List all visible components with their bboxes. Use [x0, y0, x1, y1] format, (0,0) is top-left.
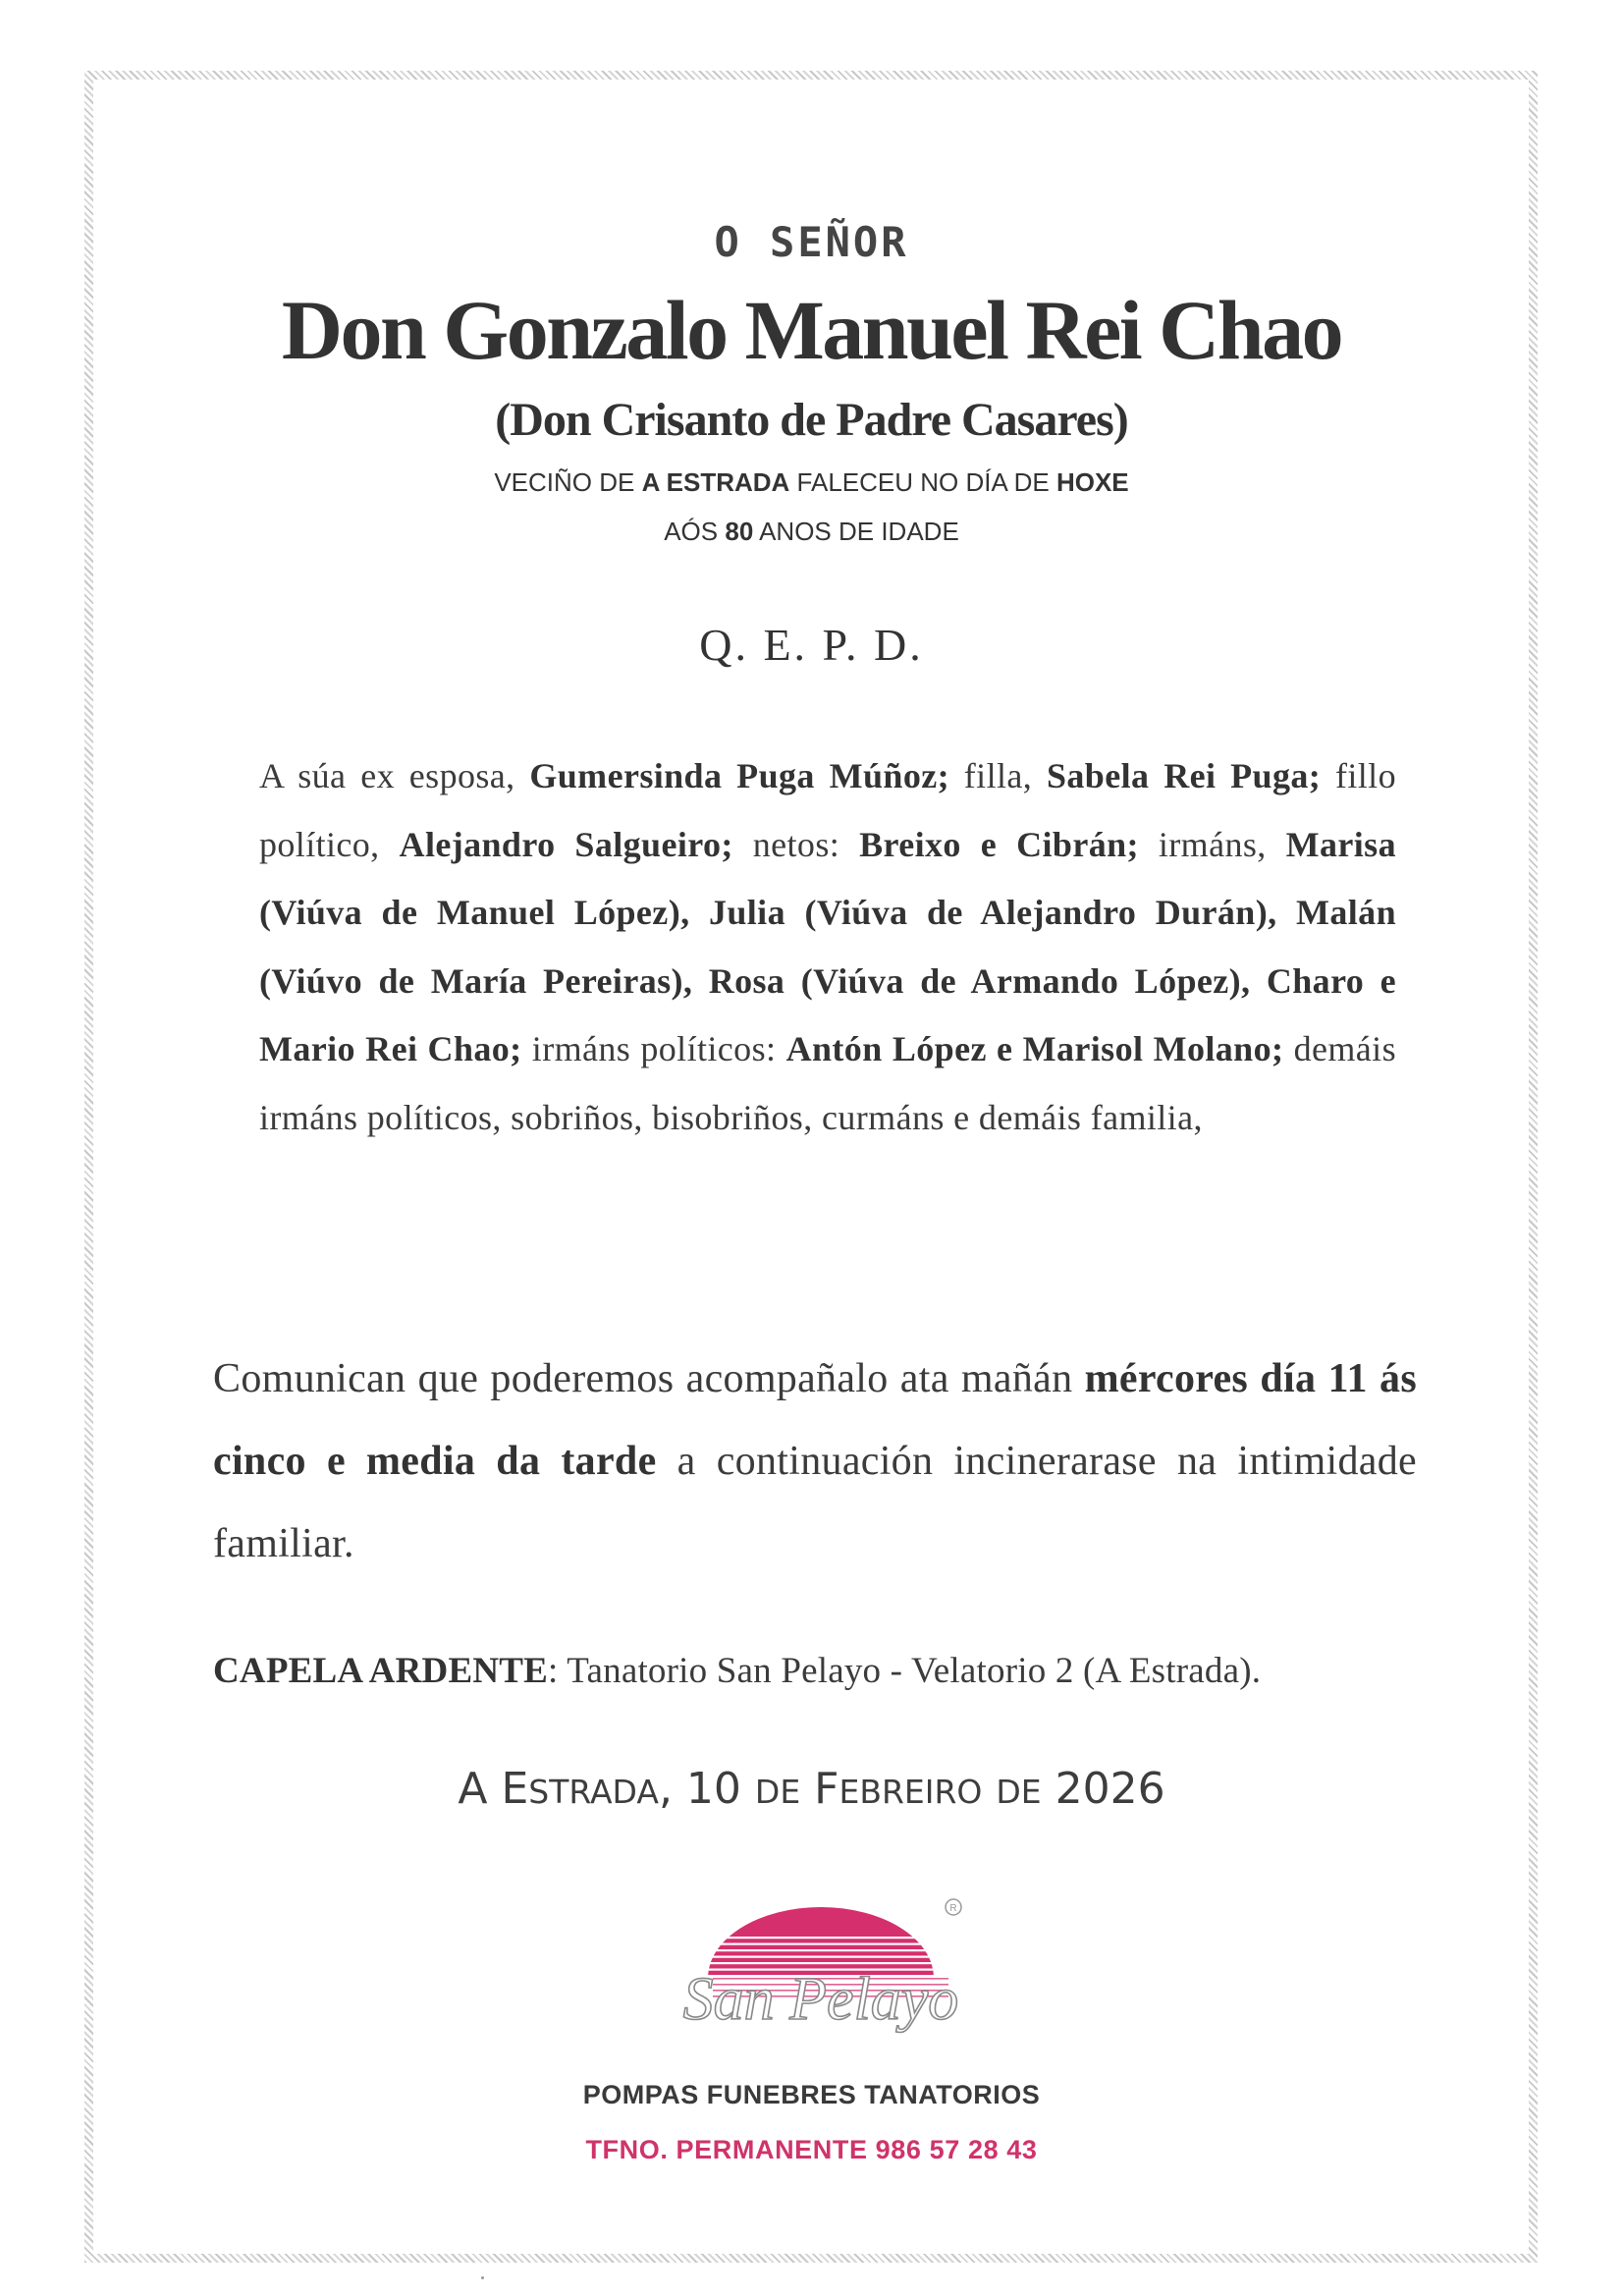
registered-mark: R: [949, 1903, 957, 1914]
date-line: [0, 1764, 1623, 1814]
bold-segment: Sabela Rei Puga;: [1046, 756, 1322, 795]
logo-text: San Pelayo: [682, 1966, 959, 2033]
san-pelayo-logo: [674, 1889, 988, 2047]
text-segment: netos:: [732, 824, 860, 864]
capela-label: CAPELA ARDENTE: [213, 1651, 549, 1691]
date-part: F: [800, 1764, 839, 1814]
company-name: POMPAS FUNEBRES TANATORIOS: [582, 2080, 1041, 2109]
date-part: STRADA: [528, 1773, 659, 1811]
residence-mid: FALECEU NO DÍA DE: [789, 467, 1056, 497]
age-line: [0, 517, 1623, 547]
deceased-name: Don Gonzalo Manuel Rei Chao: [281, 283, 1342, 377]
date-part: [982, 1764, 996, 1814]
residence-line: [0, 467, 1623, 498]
deceased-alias: (Don Crisanto de Padre Casares): [495, 394, 1128, 446]
residence-place: A ESTRADA: [641, 467, 790, 497]
family-paragraph: [259, 742, 1396, 1152]
capela-text: : Tanatorio San Pelayo - Velatorio 2 (A Estrada).: [548, 1651, 1262, 1691]
date-part: A E: [458, 1764, 529, 1814]
sun-stripe: [693, 1949, 958, 1951]
residence-day: HOXE: [1055, 467, 1129, 497]
bold-segment: mércores día 11 ás cinco e media da tarde: [213, 1356, 1417, 1484]
sun-stripe: [693, 1943, 958, 1945]
age-value: 80: [725, 517, 754, 546]
bold-segment: Antón López e Marisol Molano;: [785, 1029, 1284, 1068]
text-segment: A súa ex esposa,: [259, 756, 530, 795]
text-segment: fillo político,: [259, 756, 1396, 864]
text-segment: demáis irmáns políticos, sobriños, bisobriños, curmáns e demáis familia,: [259, 1029, 1396, 1137]
text-segment: Comunican que poderemos acompañalo ata mañán: [213, 1356, 1085, 1401]
residence-pre: VECIÑO DE: [494, 467, 642, 497]
sun-stripe: [693, 1937, 958, 1939]
text-segment: filla,: [948, 756, 1047, 795]
text-segment: a continuación incinerarase na intimidade familiar.: [213, 1439, 1417, 1566]
date-part: , 10: [658, 1764, 755, 1814]
date-part: DE: [996, 1773, 1042, 1811]
text-segment: irmáns políticos:: [521, 1029, 786, 1068]
bold-segment: Gumersinda Puga Múñoz;: [529, 756, 949, 795]
capela-line: [213, 1650, 1261, 1692]
bold-segment: Breixo e Cibrán;: [859, 824, 1139, 864]
bold-segment: Alejandro Salgueiro;: [399, 824, 733, 864]
phone-number: TFNO. PERMANENTE 986 57 28 43: [585, 2135, 1038, 2164]
text-segment: irmáns,: [1138, 824, 1286, 864]
date-part: DE: [754, 1773, 801, 1811]
bold-segment: Marisa (Viúva de Manuel López), Julia (Viúva de Alejandro Durán), Malán (Viúvo de María Pereiras), Rosa (Viúva de Armando López), Charo e Mario Rei Chao;: [259, 824, 1396, 1068]
communication-paragraph: [213, 1338, 1417, 1585]
age-pre: AÓS: [664, 517, 726, 546]
qepd: Q. E. P. D.: [699, 620, 924, 670]
date-part: EBREIRO: [839, 1773, 983, 1811]
sun-stripe: [693, 1962, 958, 1964]
scan-dot: [481, 2276, 484, 2279]
age-post: ANOS DE IDADE: [753, 517, 959, 546]
heading: O SEÑOR: [714, 218, 909, 266]
sun-stripe: [693, 1956, 958, 1958]
date-part: 2026: [1041, 1764, 1165, 1814]
